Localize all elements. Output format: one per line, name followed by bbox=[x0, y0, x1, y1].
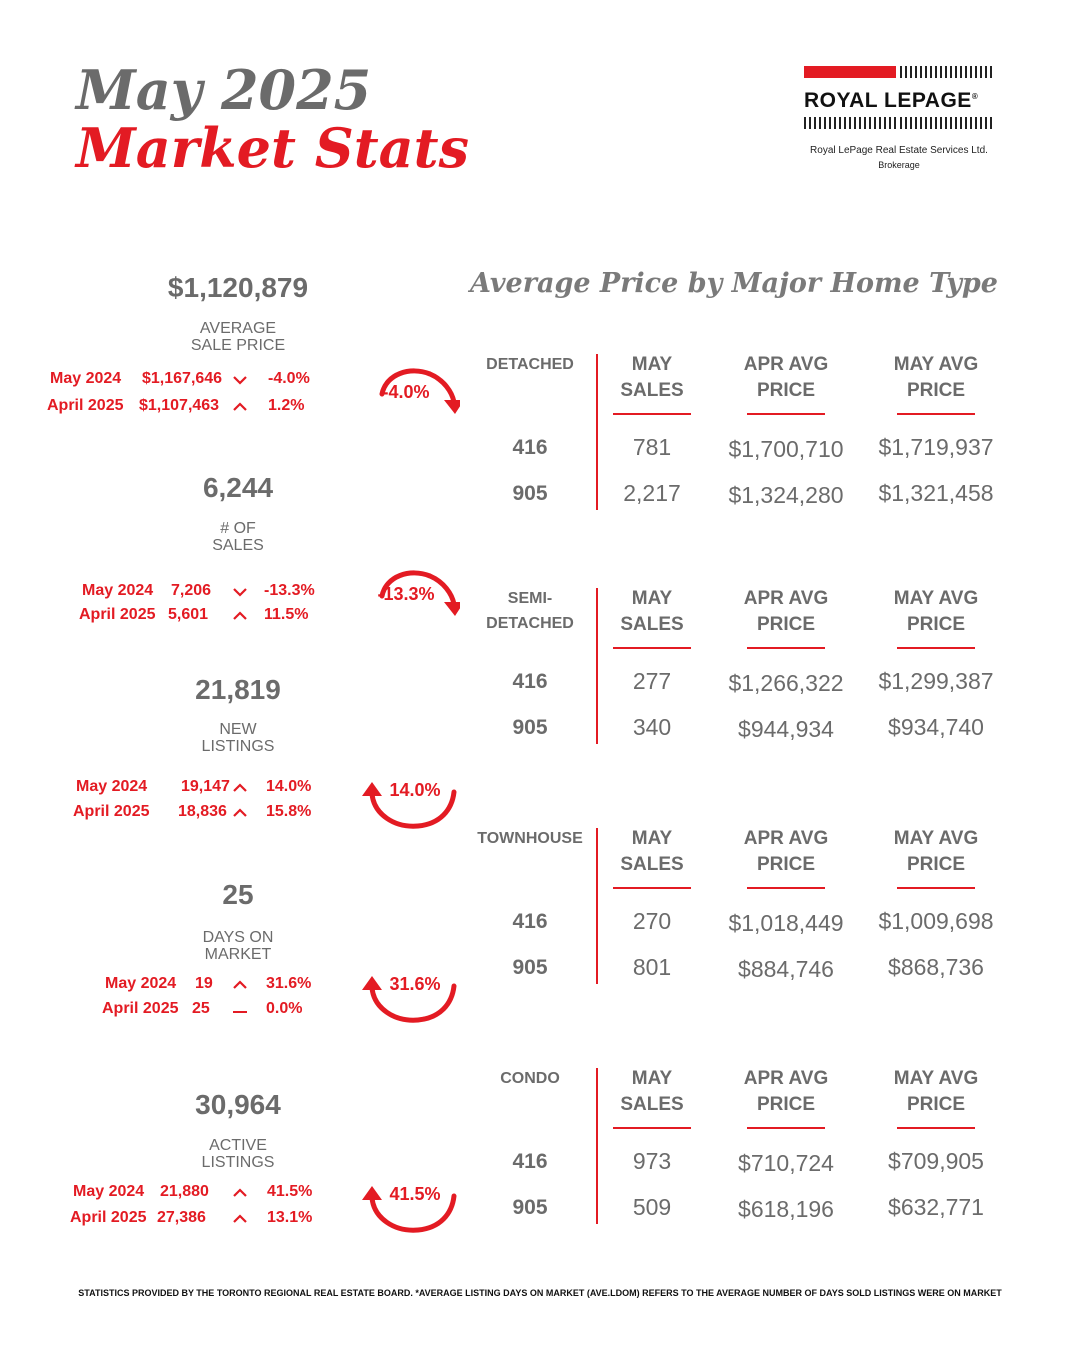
section-title: Average Price by Major Home Type bbox=[470, 268, 998, 299]
stat-label bbox=[88, 1137, 388, 1171]
column-header-apr bbox=[716, 1066, 856, 1118]
logo-barcode-right bbox=[900, 117, 994, 129]
comparison-value: 5,601 bbox=[168, 606, 209, 623]
column-header-line-2: PRICE bbox=[756, 1094, 816, 1115]
change-badge bbox=[360, 1174, 460, 1238]
trend-up-icon bbox=[232, 400, 248, 418]
column-underline bbox=[747, 1127, 825, 1129]
logo-red-bar bbox=[804, 66, 896, 78]
column-underline bbox=[613, 1127, 691, 1129]
sales-cell: 270 bbox=[632, 908, 672, 934]
column-header-line-1: APR AVG bbox=[743, 1068, 829, 1089]
may-price-cell: $868,736 bbox=[888, 954, 984, 980]
sales-cell: 340 bbox=[632, 714, 672, 740]
trend-up-icon bbox=[232, 609, 248, 627]
column-header-line-1: MAY bbox=[631, 1068, 673, 1089]
apr-price-cell: $884,746 bbox=[738, 956, 834, 982]
column-underline bbox=[613, 887, 691, 889]
sales-cell: 509 bbox=[632, 1194, 672, 1220]
royal-lepage-logo bbox=[804, 66, 994, 170]
stat-label-line-1: DAYS ON bbox=[202, 929, 274, 946]
home-type-line-1: DETACHED bbox=[486, 356, 574, 373]
stat-label-line-2: LISTINGS bbox=[201, 1154, 275, 1171]
column-underline bbox=[747, 887, 825, 889]
change-badge-percent: 41.5% bbox=[389, 1184, 441, 1204]
stat-value: 30,964 bbox=[195, 1089, 281, 1120]
change-badge-percent: -4.0% bbox=[382, 382, 430, 402]
footer-note: STATISTICS PROVIDED BY THE TORONTO REGIONAL REAL ESTATE BOARD. *AVERAGE LISTING DAYS ON MARKET (AVE.LDOM) REFERS TO THE AVERAGE NUMBER OF DAYS SOLD LISTINGS WERE ON MARKET bbox=[78, 1288, 1002, 1298]
stat-value: 6,244 bbox=[202, 472, 274, 503]
comparison-value: 18,836 bbox=[178, 803, 227, 820]
comparison-period: April 2025 bbox=[102, 1000, 179, 1017]
sales-cell: 801 bbox=[632, 954, 672, 980]
column-header-line-1: APR AVG bbox=[743, 354, 829, 375]
column-underline bbox=[747, 647, 825, 649]
column-header-may bbox=[866, 352, 1006, 404]
comparison-value: $1,167,646 bbox=[142, 370, 223, 387]
stat-label-line-1: AVERAGE bbox=[199, 320, 277, 337]
change-badge bbox=[360, 770, 460, 834]
stat-label-line-2: SALE PRICE bbox=[190, 337, 286, 354]
home-type-label bbox=[470, 826, 590, 851]
region-label: 905 bbox=[512, 1196, 548, 1219]
column-header-apr bbox=[716, 352, 856, 404]
apr-price-cell: $1,018,449 bbox=[728, 910, 844, 936]
comparison-percent: 11.5% bbox=[264, 606, 309, 623]
region-label: 416 bbox=[512, 910, 548, 933]
column-header-line-2: SALES bbox=[620, 854, 684, 875]
column-header-line-2: SALES bbox=[620, 614, 684, 635]
comparison-value: $1,107,463 bbox=[139, 397, 220, 414]
home-type-label bbox=[470, 352, 590, 377]
logo-barcode-stripes bbox=[900, 66, 994, 78]
comparison-percent: 41.5% bbox=[267, 1183, 313, 1200]
comparison-percent: 15.8% bbox=[266, 803, 312, 820]
may-price-cell: $934,740 bbox=[888, 714, 984, 740]
trend-up-icon bbox=[232, 781, 248, 799]
home-type-label bbox=[470, 1066, 590, 1091]
title-line-2: Market Stats bbox=[76, 116, 470, 180]
column-header-sales bbox=[582, 1066, 722, 1118]
column-header-line-1: APR AVG bbox=[743, 588, 829, 609]
change-badge-percent: -13.3% bbox=[377, 584, 435, 604]
comparison-period: May 2024 bbox=[50, 370, 122, 387]
column-header-sales bbox=[582, 586, 722, 638]
column-header-sales bbox=[582, 352, 722, 404]
column-underline bbox=[897, 413, 975, 415]
sales-cell: 277 bbox=[632, 668, 672, 694]
comparison-percent: 1.2% bbox=[268, 397, 305, 414]
may-price-cell: $709,905 bbox=[888, 1148, 984, 1174]
comparison-period: May 2024 bbox=[76, 778, 148, 795]
column-underline bbox=[897, 647, 975, 649]
stat-value: 25 bbox=[222, 879, 254, 910]
stat-label-line-1: # OF bbox=[220, 520, 256, 537]
column-header-apr bbox=[716, 826, 856, 878]
comparison-percent: 14.0% bbox=[266, 778, 312, 795]
column-header-line-1: MAY AVG bbox=[893, 354, 979, 375]
comparison-period: April 2025 bbox=[73, 803, 150, 820]
column-header-line-1: MAY bbox=[631, 828, 673, 849]
home-type-line-2: DETACHED bbox=[486, 615, 574, 632]
comparison-value: 19,147 bbox=[181, 778, 230, 795]
comparison-row bbox=[0, 803, 360, 825]
sales-cell: 973 bbox=[632, 1148, 672, 1174]
logo-barcode-left bbox=[804, 117, 896, 129]
change-badge-percent: 14.0% bbox=[389, 780, 441, 800]
column-underline bbox=[897, 887, 975, 889]
region-label: 416 bbox=[512, 1150, 548, 1173]
stat-label-line-2: MARKET bbox=[204, 946, 272, 963]
column-header-line-2: PRICE bbox=[906, 854, 966, 875]
trend-up-icon bbox=[232, 1186, 248, 1204]
comparison-value: 25 bbox=[192, 1000, 210, 1017]
sales-cell: 2,217 bbox=[623, 480, 681, 506]
may-price-cell: $1,009,698 bbox=[878, 908, 994, 934]
comparison-value: 27,386 bbox=[157, 1209, 206, 1226]
comparison-percent: 0.0% bbox=[266, 1000, 303, 1017]
apr-price-cell: $618,196 bbox=[738, 1196, 834, 1222]
column-header-sales bbox=[582, 826, 722, 878]
column-header-line-2: PRICE bbox=[906, 614, 966, 635]
apr-price-cell: $1,700,710 bbox=[728, 436, 844, 462]
column-underline bbox=[613, 413, 691, 415]
home-type-line-1: CONDO bbox=[500, 1070, 560, 1087]
column-header-may bbox=[866, 826, 1006, 878]
comparison-period: April 2025 bbox=[79, 606, 156, 623]
logo-brokerage: Brokerage bbox=[878, 160, 920, 170]
column-underline bbox=[897, 1127, 975, 1129]
column-header-line-2: PRICE bbox=[906, 380, 966, 401]
comparison-period: May 2024 bbox=[105, 975, 177, 992]
comparison-row bbox=[0, 397, 360, 419]
trend-down-icon bbox=[232, 373, 248, 391]
stat-label bbox=[88, 320, 388, 354]
region-label: 416 bbox=[512, 436, 548, 459]
column-header-line-2: SALES bbox=[620, 1094, 684, 1115]
comparison-row bbox=[0, 582, 360, 604]
apr-price-cell: $1,266,322 bbox=[728, 670, 844, 696]
logo-brand: ROYAL LEPAGE® bbox=[804, 89, 979, 112]
column-header-apr bbox=[716, 586, 856, 638]
stat-value: $1,120,879 bbox=[167, 272, 309, 303]
stat-label bbox=[88, 520, 388, 554]
column-underline bbox=[747, 413, 825, 415]
column-header-may bbox=[866, 1066, 1006, 1118]
trend-up-icon bbox=[232, 978, 248, 996]
stat-label bbox=[88, 929, 388, 963]
comparison-row bbox=[0, 606, 360, 628]
column-header-line-2: SALES bbox=[620, 380, 684, 401]
comparison-percent: -13.3% bbox=[264, 582, 315, 599]
apr-price-cell: $710,724 bbox=[738, 1150, 834, 1176]
comparison-row bbox=[0, 975, 360, 997]
column-header-line-1: MAY AVG bbox=[893, 828, 979, 849]
comparison-percent: 13.1% bbox=[267, 1209, 313, 1226]
may-price-cell: $1,321,458 bbox=[878, 480, 994, 506]
comparison-value: 7,206 bbox=[171, 582, 212, 599]
comparison-percent: 31.6% bbox=[266, 975, 312, 992]
comparison-percent: -4.0% bbox=[268, 370, 310, 387]
trend-up-icon bbox=[232, 806, 248, 824]
trend-flat-icon bbox=[232, 1003, 248, 1021]
comparison-period: May 2024 bbox=[73, 1183, 145, 1200]
may-price-cell: $632,771 bbox=[888, 1194, 984, 1220]
comparison-value: 21,880 bbox=[160, 1183, 209, 1200]
may-price-cell: $1,299,387 bbox=[878, 668, 994, 694]
home-type-label bbox=[470, 586, 590, 636]
title-line-1: May 2025 bbox=[76, 58, 372, 122]
change-badge-percent: 31.6% bbox=[389, 974, 441, 994]
column-header-may bbox=[866, 586, 1006, 638]
column-header-line-2: PRICE bbox=[756, 614, 816, 635]
region-label: 905 bbox=[512, 956, 548, 979]
stat-label-line-1: ACTIVE bbox=[209, 1137, 267, 1154]
change-badge bbox=[360, 964, 460, 1028]
comparison-value: 19 bbox=[195, 975, 213, 992]
column-header-line-1: MAY bbox=[631, 588, 673, 609]
column-header-line-2: PRICE bbox=[756, 854, 816, 875]
column-header-line-1: APR AVG bbox=[743, 828, 829, 849]
comparison-period: April 2025 bbox=[70, 1209, 147, 1226]
comparison-row bbox=[0, 778, 360, 800]
change-badge bbox=[360, 566, 460, 630]
apr-price-cell: $944,934 bbox=[738, 716, 834, 742]
stat-value: 21,819 bbox=[195, 674, 281, 705]
comparison-row bbox=[0, 1183, 360, 1205]
region-label: 416 bbox=[512, 670, 548, 693]
stat-label-line-2: SALES bbox=[212, 537, 264, 554]
column-header-line-2: PRICE bbox=[756, 380, 816, 401]
comparison-row bbox=[0, 370, 360, 392]
sales-cell: 781 bbox=[632, 434, 672, 460]
home-type-line-1: SEMI- bbox=[507, 590, 553, 607]
comparison-period: April 2025 bbox=[47, 397, 124, 414]
may-price-cell: $1,719,937 bbox=[878, 434, 994, 460]
stat-label-line-1: NEW bbox=[219, 721, 257, 738]
stat-label bbox=[88, 721, 388, 755]
region-label: 905 bbox=[512, 482, 548, 505]
stat-label-line-2: LISTINGS bbox=[201, 738, 275, 755]
change-badge bbox=[360, 364, 460, 428]
home-type-line-1: TOWNHOUSE bbox=[477, 830, 583, 847]
apr-price-cell: $1,324,280 bbox=[728, 482, 844, 508]
column-header-line-1: MAY AVG bbox=[893, 588, 979, 609]
logo-company-name: Royal LePage Real Estate Services Ltd. bbox=[810, 145, 988, 156]
comparison-period: May 2024 bbox=[82, 582, 154, 599]
region-label: 905 bbox=[512, 716, 548, 739]
column-header-line-1: MAY bbox=[631, 354, 673, 375]
comparison-row bbox=[0, 1000, 360, 1022]
column-underline bbox=[613, 647, 691, 649]
comparison-row bbox=[0, 1209, 360, 1231]
column-header-line-2: PRICE bbox=[906, 1094, 966, 1115]
trend-down-icon bbox=[232, 585, 248, 603]
trend-up-icon bbox=[232, 1212, 248, 1230]
column-header-line-1: MAY AVG bbox=[893, 1068, 979, 1089]
